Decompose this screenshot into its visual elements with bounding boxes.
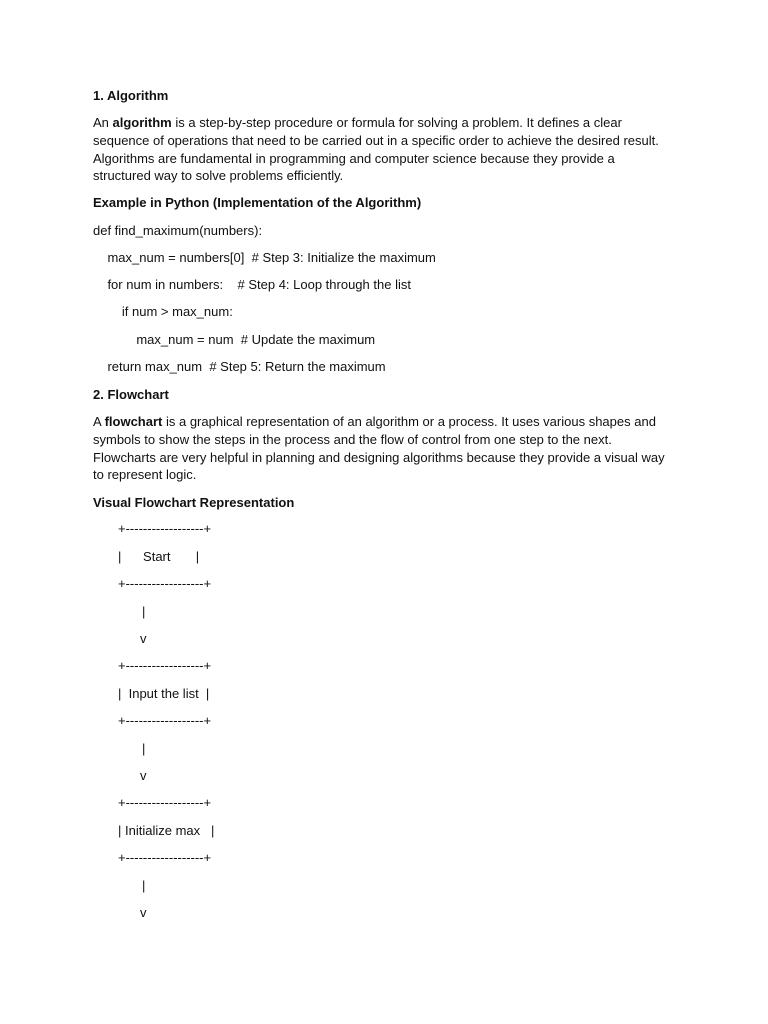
- flowchart-connector: |: [142, 604, 146, 619]
- flowchart-box-border: +------------------+: [118, 658, 212, 673]
- flowchart-box-border: +------------------+: [118, 850, 212, 865]
- code-line-5: max_num = num # Update the maximum: [93, 332, 376, 347]
- flowchart-connector: |: [142, 741, 146, 756]
- flowchart-paragraph-pre: A: [93, 414, 105, 429]
- section-heading-flowchart: 2. Flowchart: [93, 387, 169, 402]
- flowchart-arrow: v: [140, 631, 147, 646]
- algorithm-term: algorithm: [112, 115, 172, 130]
- flowchart-box-border: +------------------+: [118, 795, 212, 810]
- flowchart-paragraph: [93, 413, 668, 484]
- visual-flowchart-heading: Visual Flowchart Representation: [93, 495, 295, 510]
- flowchart-paragraph-text: is a graphical representation of an algorithm or a process. It uses various shapes and symbols to show the steps in the process and the flow of control from one step to the next. Flowcharts are very helpful in planning and designing algorithms because they provide a visual way to represent logic.: [93, 414, 665, 483]
- flowchart-connector: |: [142, 878, 146, 893]
- flowchart-box-input: | Input the list |: [118, 686, 210, 701]
- code-line-4: if num > max_num:: [93, 304, 233, 319]
- code-line-1: def find_maximum(numbers):: [93, 223, 263, 238]
- flowchart-box-initialize: | Initialize max |: [118, 823, 215, 838]
- code-line-2: max_num = numbers[0] # Step 3: Initialize the maximum: [93, 250, 436, 265]
- flowchart-box-border: +------------------+: [118, 576, 212, 591]
- flowchart-box-border: +------------------+: [118, 521, 212, 536]
- section-heading-algorithm: 1. Algorithm: [93, 88, 169, 103]
- flowchart-arrow: v: [140, 768, 147, 783]
- algorithm-paragraph-pre: An: [93, 115, 113, 130]
- example-heading: Example in Python (Implementation of the Algorithm): [93, 195, 422, 210]
- code-line-6: return max_num # Step 5: Return the maximum: [93, 359, 386, 374]
- flowchart-box-border: +------------------+: [118, 713, 212, 728]
- flowchart-term: flowchart: [104, 414, 163, 429]
- algorithm-paragraph-text: is a step-by-step procedure or formula for solving a problem. It defines a clear sequence of operations that need to be carried out in a specific order to achieve the desired result. Algorithms are fundamental in programming and computer science because they provide a structured way to solve problems efficiently.: [93, 115, 659, 184]
- algorithm-paragraph: [93, 114, 668, 185]
- flowchart-box-start: | Start |: [118, 549, 200, 564]
- flowchart-arrow: v: [140, 905, 147, 920]
- code-line-3: for num in numbers: # Step 4: Loop through the list: [93, 277, 411, 292]
